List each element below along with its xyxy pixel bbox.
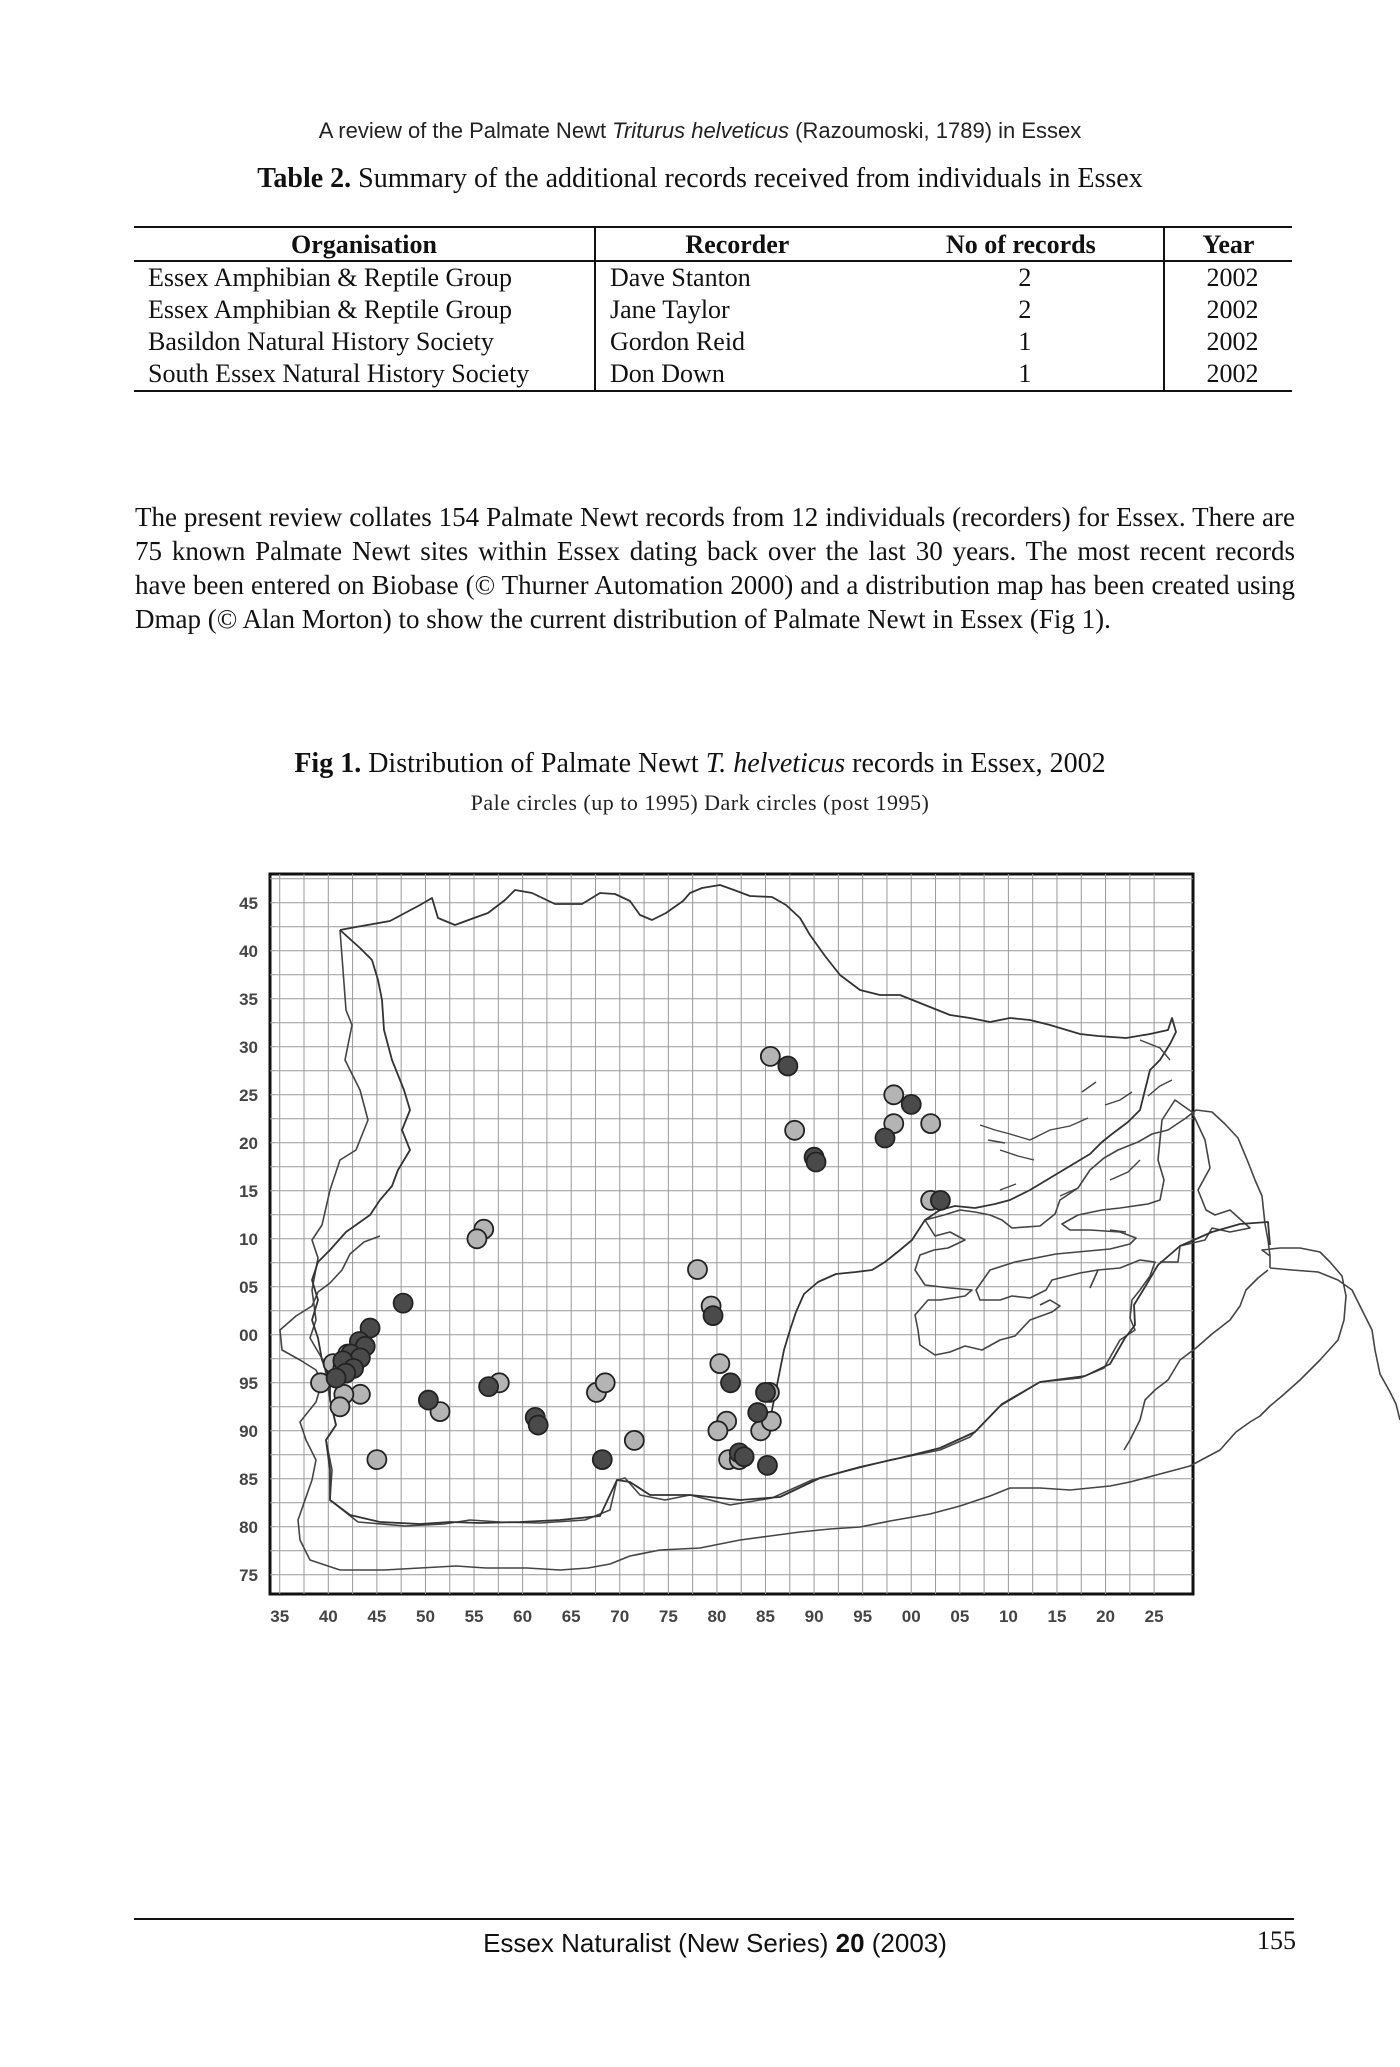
running-head-post: (Razoumoski, 1789) in Essex [789, 118, 1082, 143]
page-number: 155 [1257, 1926, 1296, 1955]
y-tick-label: 45 [239, 893, 258, 913]
running-head-pre: A review of the Palmate Newt [318, 118, 613, 143]
y-tick-label: 05 [239, 1277, 258, 1297]
pale-record-circle [596, 1373, 615, 1392]
dark-record-circle [721, 1373, 740, 1392]
x-tick-label: 15 [1047, 1607, 1067, 1626]
x-tick-label: 00 [901, 1607, 921, 1626]
pale-record-circle [688, 1260, 707, 1279]
footer-journal-pre: Essex Naturalist (New Series) [483, 1928, 836, 1958]
dark-record-circle [748, 1403, 767, 1422]
dark-record-circle [931, 1191, 950, 1210]
running-head-species: Triturus helveticus [612, 118, 790, 143]
cell-organisation: Essex Amphibian & Reptile Group [134, 294, 595, 326]
dark-record-circle [778, 1057, 797, 1076]
dark-record-circle [419, 1391, 438, 1410]
x-tick-label: 55 [464, 1607, 484, 1626]
cell-recorder: Gordon Reid [610, 327, 746, 356]
cell-no-of-records: 1 [1018, 359, 1032, 388]
dark-record-circle [593, 1450, 612, 1469]
figure-caption-post: records in Essex, 2002 [845, 748, 1106, 779]
pale-record-circle [921, 1114, 940, 1133]
cell-recorder: Dave Stanton [610, 263, 751, 292]
table-caption-label: Table 2. [257, 163, 352, 194]
y-tick-label: 80 [239, 1517, 258, 1537]
x-tick-label: 80 [707, 1607, 727, 1626]
y-tick-label: 95 [239, 1373, 258, 1393]
header-organisation: Organisation [134, 227, 595, 261]
x-tick-label: 20 [1096, 1607, 1116, 1626]
dark-record-circle [327, 1369, 346, 1388]
x-tick-label: 60 [513, 1607, 533, 1626]
footer-volume: 20 [835, 1928, 865, 1958]
dark-record-circle [876, 1129, 895, 1148]
cell-organisation: South Essex Natural History Society [134, 358, 595, 391]
dark-record-circle [735, 1447, 754, 1466]
header-recorder: Recorder [595, 227, 879, 261]
header-year: Year [1164, 227, 1292, 261]
x-tick-label: 45 [367, 1607, 387, 1626]
figure-caption-label: Fig 1. [294, 748, 362, 779]
body-paragraph: The present review collates 154 Palmate Newt records from 12 individuals (recorders) for Essex. There are 75 known Palmate Newt sites within Essex dating back over the last 30 years. The most recent records have been entered on Biobase (© Thurner Automation 2000) and a distribution map has been created using Dmap (© Alan Morton) to show the current distribution of Palmate Newt in Essex (Fig 1). [135, 502, 1295, 634]
x-tick-label: 70 [610, 1607, 630, 1626]
dark-record-circle [529, 1416, 548, 1435]
dark-record-circle [704, 1306, 723, 1325]
pale-record-circle [367, 1450, 386, 1469]
y-tick-label: 25 [239, 1085, 258, 1105]
cell-no-of-records: 1 [1018, 327, 1032, 356]
map-frame [270, 874, 1193, 1594]
cell-recorder: Don Down [610, 359, 725, 388]
x-tick-label: 90 [804, 1607, 824, 1626]
cell-no-of-records: 2 [1018, 263, 1032, 292]
footer-journal-post: (2003) [864, 1928, 947, 1958]
figure-subcaption: Pale circles (up to 1995) Dark circles (post 1995) [470, 790, 930, 815]
cell-organisation: Basildon Natural History Society [134, 326, 595, 358]
figure-caption-pre: Distribution of Palmate Newt [361, 748, 706, 779]
cell-no-of-records: 2 [1018, 295, 1032, 324]
dark-record-circle [758, 1456, 777, 1475]
cell-recorder: Jane Taylor [610, 295, 730, 324]
dark-record-circle [394, 1294, 413, 1313]
x-tick-label: 40 [318, 1607, 338, 1626]
x-tick-label: 85 [756, 1607, 775, 1626]
y-tick-label: 40 [239, 941, 258, 961]
x-tick-label: 50 [415, 1607, 435, 1626]
dark-record-circle [479, 1377, 498, 1396]
cell-year: 2002 [1164, 294, 1292, 326]
cell-organisation: Essex Amphibian & Reptile Group [134, 261, 595, 294]
cell-year: 2002 [1164, 326, 1292, 358]
x-tick-label: 65 [561, 1607, 581, 1626]
pale-record-circle [330, 1397, 349, 1416]
dark-record-circle [756, 1383, 775, 1402]
y-tick-label: 85 [239, 1469, 258, 1489]
pale-record-circle [884, 1085, 903, 1104]
pale-record-circle [785, 1121, 804, 1140]
table-caption-text: Summary of the additional records received from individuals in Essex [351, 163, 1143, 194]
y-tick-label: 75 [239, 1565, 258, 1585]
figure-caption-species: T. helveticus [705, 748, 846, 779]
dark-record-circle [807, 1153, 826, 1172]
header-no-of-records: No of records [879, 227, 1164, 261]
x-tick-label: 95 [853, 1607, 873, 1626]
y-tick-label: 10 [239, 1229, 258, 1249]
cell-year: 2002 [1164, 261, 1292, 294]
footer-journal [0, 1928, 1400, 1959]
y-tick-label: 30 [239, 1037, 258, 1057]
x-tick-label: 05 [950, 1607, 970, 1626]
y-tick-label: 20 [239, 1133, 258, 1153]
x-tick-label: 35 [270, 1607, 290, 1626]
pale-record-circle [708, 1421, 727, 1440]
y-tick-label: 90 [239, 1421, 258, 1441]
cell-year: 2002 [1164, 358, 1292, 391]
pale-record-circle [761, 1047, 780, 1066]
x-tick-label: 75 [658, 1607, 678, 1626]
y-tick-label: 00 [239, 1325, 258, 1345]
pale-record-circle [710, 1354, 729, 1373]
dark-record-circle [902, 1095, 921, 1114]
x-tick-label: 10 [998, 1607, 1018, 1626]
pale-record-circle [467, 1229, 486, 1248]
footer-rule [134, 1918, 1294, 1920]
y-tick-label: 15 [239, 1181, 258, 1201]
pale-record-circle [625, 1431, 644, 1450]
y-tick-label: 35 [239, 989, 258, 1009]
x-tick-label: 25 [1144, 1607, 1164, 1626]
